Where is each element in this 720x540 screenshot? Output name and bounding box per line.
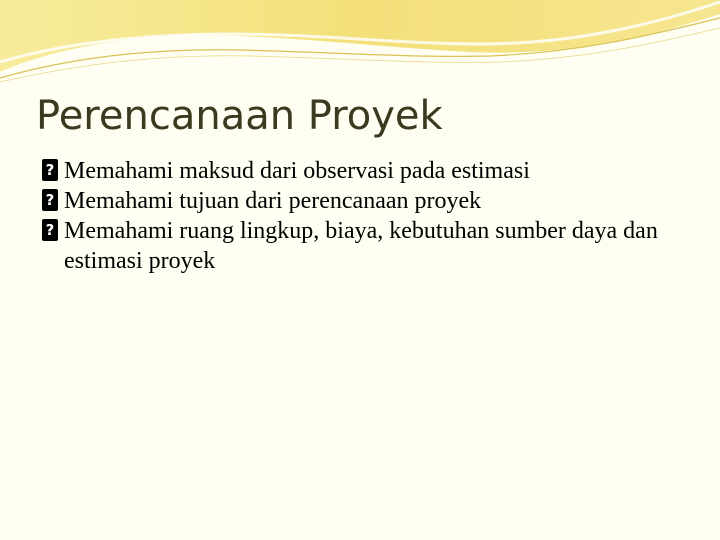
slide-title: Perencanaan Proyek bbox=[36, 93, 443, 139]
list-item-text: Memahami tujuan dari perencanaan proyek bbox=[64, 188, 482, 214]
header-wave-decoration bbox=[0, 0, 720, 90]
list-item-text: Memahami ruang lingkup, biaya, kebutuhan sumber daya dan estimasi proyek bbox=[64, 218, 658, 274]
bullet-icon bbox=[42, 189, 58, 211]
list-item bbox=[42, 156, 662, 186]
bullet-list bbox=[42, 156, 662, 276]
list-item bbox=[42, 186, 662, 216]
bullet-icon bbox=[42, 219, 58, 241]
bullet-icon bbox=[42, 159, 58, 181]
list-item bbox=[42, 216, 662, 276]
list-item-text: Memahami maksud dari observasi pada estimasi bbox=[64, 158, 530, 184]
